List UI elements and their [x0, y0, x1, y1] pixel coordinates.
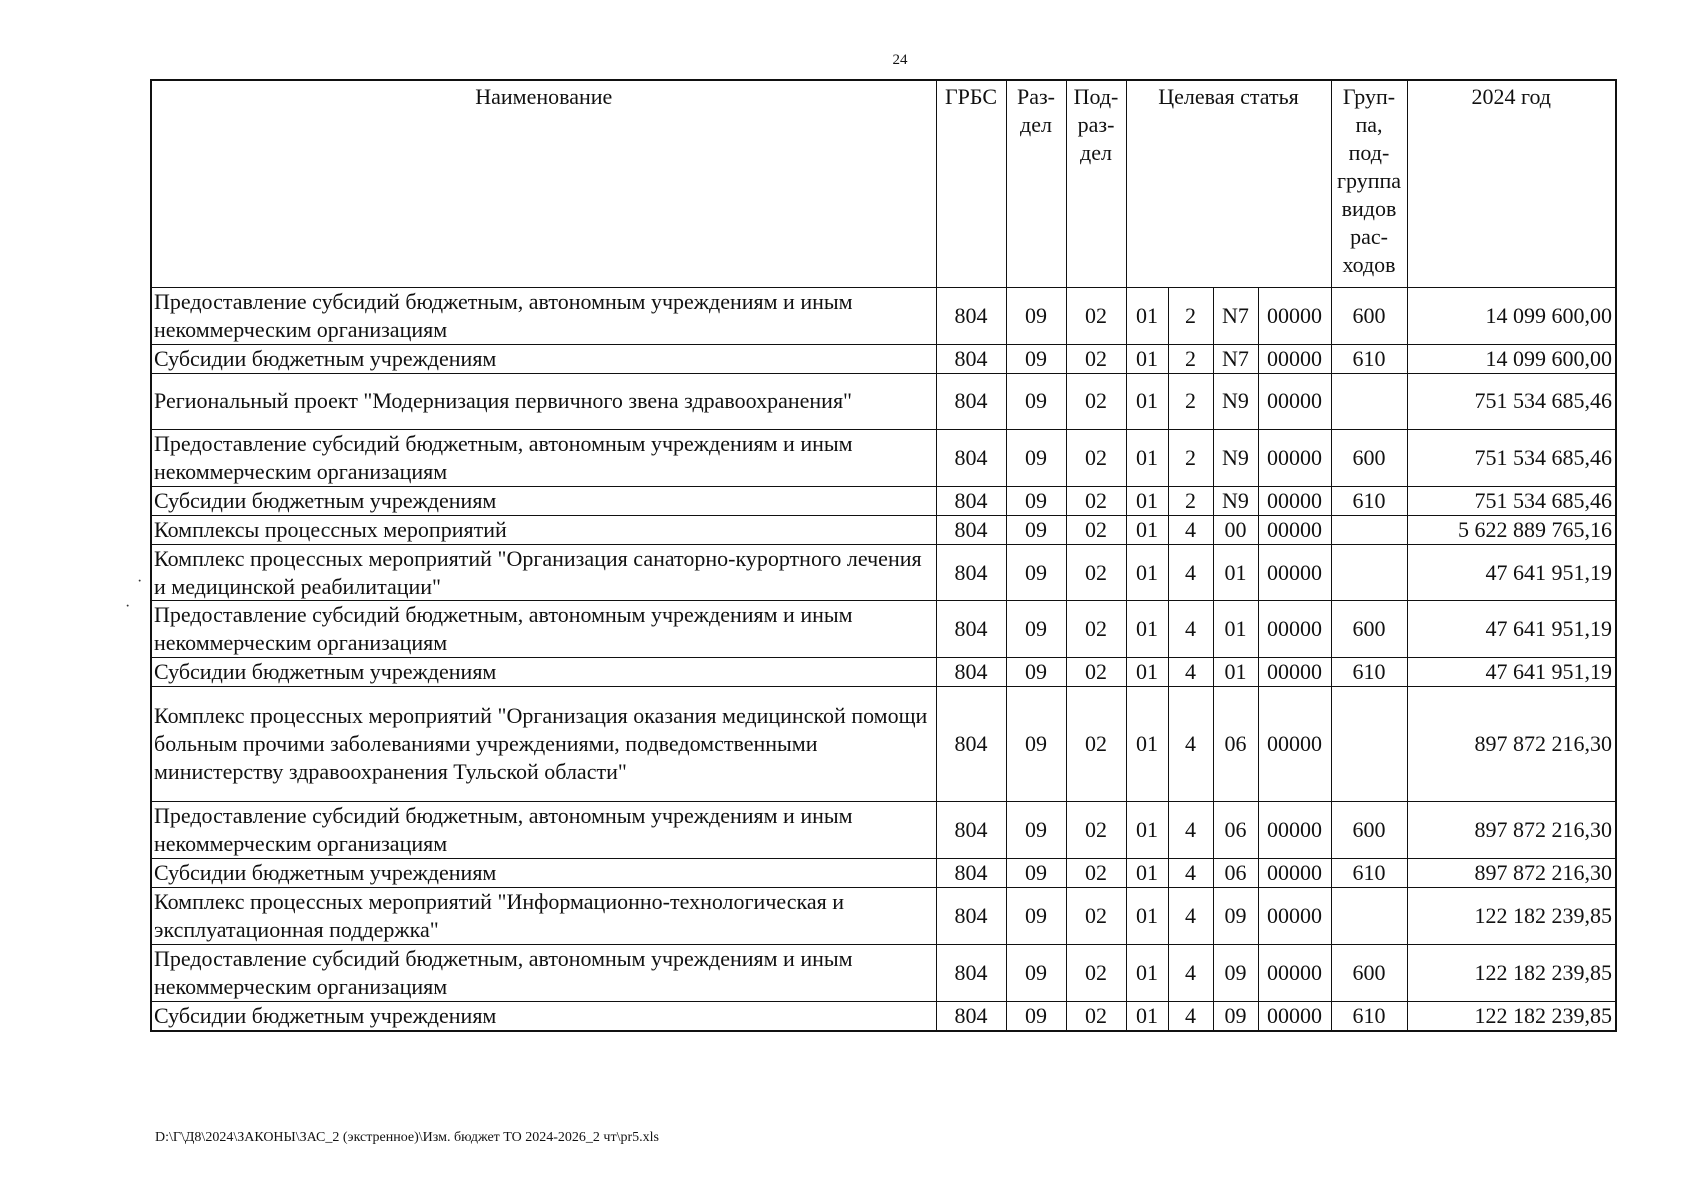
- row-amount: 751 534 685,46: [1407, 429, 1616, 486]
- row-razdel: 09: [1006, 601, 1066, 658]
- row-target-1: 01: [1126, 288, 1168, 345]
- row-expense-group: 610: [1331, 859, 1407, 888]
- row-target-2: 4: [1168, 859, 1213, 888]
- table-row: [151, 601, 1616, 658]
- row-target-3: 01: [1213, 601, 1258, 658]
- row-target-3: 09: [1213, 888, 1258, 945]
- row-name: Комплекс процессных мероприятий "Организация оказания медицинской помощи больным прочими заболеваниями учреждениями, подведомственными министерству здравоохранения Тульской области": [151, 687, 936, 802]
- row-target-4: 00000: [1258, 486, 1331, 515]
- row-target-2: 4: [1168, 944, 1213, 1001]
- row-name: Комплекс процессных мероприятий "Информационно-технологическая и эксплуатационная поддержка": [151, 888, 936, 945]
- row-target-1: 01: [1126, 344, 1168, 373]
- row-target-2: 4: [1168, 687, 1213, 802]
- row-name: Комплекс процессных мероприятий "Организация санаторно-курортного лечения и медицинской реабилитации": [151, 544, 936, 601]
- row-target-3: N9: [1213, 486, 1258, 515]
- row-target-2: 4: [1168, 658, 1213, 687]
- row-target-3: 09: [1213, 944, 1258, 1001]
- row-target-1: 01: [1126, 687, 1168, 802]
- row-target-1: 01: [1126, 486, 1168, 515]
- header-podrazdel-line: Под-: [1073, 84, 1119, 109]
- row-grbs: 804: [936, 288, 1006, 345]
- row-podrazdel: 02: [1066, 687, 1126, 802]
- row-razdel: 09: [1006, 859, 1066, 888]
- row-grbs: 804: [936, 888, 1006, 945]
- row-amount: 122 182 239,85: [1407, 944, 1616, 1001]
- row-target-3: 06: [1213, 802, 1258, 859]
- row-target-3: 09: [1213, 1001, 1258, 1030]
- row-grbs: 804: [936, 658, 1006, 687]
- row-razdel: 09: [1006, 544, 1066, 601]
- row-target-2: 4: [1168, 802, 1213, 859]
- row-grbs: 804: [936, 515, 1006, 544]
- row-target-4: 00000: [1258, 888, 1331, 945]
- budget-table: [150, 79, 1617, 1032]
- row-podrazdel: 02: [1066, 601, 1126, 658]
- row-amount: 14 099 600,00: [1407, 344, 1616, 373]
- row-podrazdel: 02: [1066, 802, 1126, 859]
- table-row: [151, 687, 1616, 802]
- row-expense-group: 600: [1331, 601, 1407, 658]
- row-target-4: 00000: [1258, 344, 1331, 373]
- table-row: [151, 486, 1616, 515]
- row-target-1: 01: [1126, 373, 1168, 429]
- row-name: Предоставление субсидий бюджетным, автономным учреждениям и иным некоммерческим организациям: [151, 429, 936, 486]
- row-expense-group: 600: [1331, 288, 1407, 345]
- table-row: [151, 859, 1616, 888]
- row-name: Субсидии бюджетным учреждениям: [151, 486, 936, 515]
- row-target-1: 01: [1126, 601, 1168, 658]
- row-target-2: 4: [1168, 544, 1213, 601]
- row-amount: 122 182 239,85: [1407, 1001, 1616, 1030]
- row-target-1: 01: [1126, 515, 1168, 544]
- row-target-3: 01: [1213, 658, 1258, 687]
- row-name: Предоставление субсидий бюджетным, автономным учреждениям и иным некоммерческим организациям: [151, 288, 936, 345]
- table-row: [151, 429, 1616, 486]
- row-target-2: 2: [1168, 429, 1213, 486]
- header-razdel-line: Раз-: [1016, 84, 1056, 109]
- footer-file-path: D:\Г\Д8\2024\ЗАКОНЫ\ЗАС_2 (экстренное)\Изм. бюджет ТО 2024-2026_2 чт\pr5.xls: [155, 1130, 659, 1145]
- row-amount: 47 641 951,19: [1407, 601, 1616, 658]
- row-target-1: 01: [1126, 944, 1168, 1001]
- header-group-line: видов: [1341, 195, 1397, 221]
- header-group: [1331, 80, 1407, 288]
- row-grbs: 804: [936, 687, 1006, 802]
- row-amount: 897 872 216,30: [1407, 802, 1616, 859]
- row-podrazdel: 02: [1066, 888, 1126, 945]
- row-grbs: 804: [936, 1001, 1006, 1030]
- row-podrazdel: 02: [1066, 429, 1126, 486]
- row-podrazdel: 02: [1066, 344, 1126, 373]
- table-row: [151, 658, 1616, 687]
- header-razdel: [1006, 80, 1066, 288]
- row-razdel: 09: [1006, 288, 1066, 345]
- page-number: 24: [892, 52, 908, 68]
- margin-mark: ·: [125, 598, 131, 615]
- row-razdel: 09: [1006, 429, 1066, 486]
- row-target-1: 01: [1126, 859, 1168, 888]
- row-expense-group: 600: [1331, 802, 1407, 859]
- row-target-4: 00000: [1258, 288, 1331, 345]
- row-razdel: 09: [1006, 344, 1066, 373]
- row-target-2: 4: [1168, 888, 1213, 945]
- row-target-4: 00000: [1258, 515, 1331, 544]
- row-amount: 751 534 685,46: [1407, 373, 1616, 429]
- row-podrazdel: 02: [1066, 944, 1126, 1001]
- table-row: [151, 888, 1616, 945]
- row-target-1: 01: [1126, 888, 1168, 945]
- row-target-4: 00000: [1258, 687, 1331, 802]
- table-row: [151, 288, 1616, 345]
- row-podrazdel: 02: [1066, 486, 1126, 515]
- row-amount: 14 099 600,00: [1407, 288, 1616, 345]
- row-amount: 5 622 889 765,16: [1407, 515, 1616, 544]
- margin-mark: ·: [137, 573, 143, 590]
- header-razdel-line: дел: [1020, 111, 1052, 137]
- row-target-2: 2: [1168, 373, 1213, 429]
- row-grbs: 804: [936, 944, 1006, 1001]
- row-name: Субсидии бюджетным учреждениям: [151, 344, 936, 373]
- row-razdel: 09: [1006, 486, 1066, 515]
- header-group-line: па,: [1355, 111, 1383, 137]
- row-target-2: 2: [1168, 486, 1213, 515]
- row-name: Региональный проект "Модернизация первичного звена здравоохранения": [151, 373, 936, 429]
- row-target-2: 4: [1168, 601, 1213, 658]
- header-group-line: под-: [1348, 139, 1390, 165]
- table-row: [151, 373, 1616, 429]
- row-name: Предоставление субсидий бюджетным, автономным учреждениям и иным некоммерческим организациям: [151, 944, 936, 1001]
- row-amount: 122 182 239,85: [1407, 888, 1616, 945]
- row-target-4: 00000: [1258, 544, 1331, 601]
- header-year: 2024 год: [1407, 80, 1616, 288]
- row-razdel: 09: [1006, 944, 1066, 1001]
- row-target-4: 00000: [1258, 658, 1331, 687]
- row-target-3: N7: [1213, 344, 1258, 373]
- header-target: Целевая статья: [1126, 80, 1331, 288]
- row-podrazdel: 02: [1066, 658, 1126, 687]
- row-expense-group: 610: [1331, 658, 1407, 687]
- row-podrazdel: 02: [1066, 544, 1126, 601]
- header-podrazdel: [1066, 80, 1126, 288]
- row-target-4: 00000: [1258, 802, 1331, 859]
- row-expense-group: [1331, 515, 1407, 544]
- row-name: Комплексы процессных мероприятий: [151, 515, 936, 544]
- row-expense-group: [1331, 687, 1407, 802]
- header-group-line: рас-: [1350, 223, 1388, 249]
- row-expense-group: 610: [1331, 344, 1407, 373]
- row-target-2: 4: [1168, 1001, 1213, 1030]
- row-podrazdel: 02: [1066, 1001, 1126, 1030]
- row-target-3: N7: [1213, 288, 1258, 345]
- row-target-3: N9: [1213, 429, 1258, 486]
- row-amount: 897 872 216,30: [1407, 687, 1616, 802]
- row-name: Предоставление субсидий бюджетным, автономным учреждениям и иным некоммерческим организациям: [151, 601, 936, 658]
- row-amount: 897 872 216,30: [1407, 859, 1616, 888]
- row-grbs: 804: [936, 344, 1006, 373]
- row-target-3: 00: [1213, 515, 1258, 544]
- header-group-line: Груп-: [1342, 84, 1396, 109]
- row-target-1: 01: [1126, 429, 1168, 486]
- row-razdel: 09: [1006, 658, 1066, 687]
- header-row: [151, 80, 1616, 288]
- row-target-1: 01: [1126, 658, 1168, 687]
- row-name: Субсидии бюджетным учреждениям: [151, 859, 936, 888]
- row-target-3: 06: [1213, 859, 1258, 888]
- header-group-line: ходов: [1342, 251, 1396, 277]
- row-grbs: 804: [936, 429, 1006, 486]
- row-expense-group: [1331, 544, 1407, 601]
- table-row: [151, 344, 1616, 373]
- row-name: Субсидии бюджетным учреждениям: [151, 658, 936, 687]
- row-podrazdel: 02: [1066, 515, 1126, 544]
- row-podrazdel: 02: [1066, 373, 1126, 429]
- row-razdel: 09: [1006, 1001, 1066, 1030]
- row-expense-group: [1331, 373, 1407, 429]
- row-target-4: 00000: [1258, 859, 1331, 888]
- row-amount: 47 641 951,19: [1407, 658, 1616, 687]
- header-podrazdel-line: раз-: [1077, 111, 1115, 137]
- row-target-4: 00000: [1258, 944, 1331, 1001]
- row-razdel: 09: [1006, 373, 1066, 429]
- row-target-1: 01: [1126, 544, 1168, 601]
- row-expense-group: [1331, 888, 1407, 945]
- row-name: Предоставление субсидий бюджетным, автономным учреждениям и иным некоммерческим организациям: [151, 802, 936, 859]
- row-target-4: 00000: [1258, 429, 1331, 486]
- table-row: [151, 802, 1616, 859]
- row-target-3: 06: [1213, 687, 1258, 802]
- row-razdel: 09: [1006, 802, 1066, 859]
- row-podrazdel: 02: [1066, 859, 1126, 888]
- header-podrazdel-line: дел: [1080, 139, 1112, 165]
- header-group-line: группа: [1336, 167, 1402, 193]
- row-name: Субсидии бюджетным учреждениям: [151, 1001, 936, 1030]
- row-target-2: 2: [1168, 288, 1213, 345]
- row-target-4: 00000: [1258, 1001, 1331, 1030]
- row-grbs: 804: [936, 802, 1006, 859]
- row-target-4: 00000: [1258, 601, 1331, 658]
- row-amount: 751 534 685,46: [1407, 486, 1616, 515]
- row-expense-group: 600: [1331, 429, 1407, 486]
- table-row: [151, 1001, 1616, 1030]
- row-target-4: 00000: [1258, 373, 1331, 429]
- row-razdel: 09: [1006, 888, 1066, 945]
- row-grbs: 804: [936, 859, 1006, 888]
- row-target-2: 4: [1168, 515, 1213, 544]
- row-razdel: 09: [1006, 687, 1066, 802]
- row-grbs: 804: [936, 373, 1006, 429]
- row-expense-group: 600: [1331, 944, 1407, 1001]
- row-expense-group: 610: [1331, 486, 1407, 515]
- row-expense-group: 610: [1331, 1001, 1407, 1030]
- table-row: [151, 944, 1616, 1001]
- row-grbs: 804: [936, 486, 1006, 515]
- header-grbs: ГРБС: [936, 80, 1006, 288]
- row-target-1: 01: [1126, 802, 1168, 859]
- table-row: [151, 515, 1616, 544]
- row-amount: 47 641 951,19: [1407, 544, 1616, 601]
- row-target-2: 2: [1168, 344, 1213, 373]
- header-name: Наименование: [151, 80, 936, 288]
- row-target-3: N9: [1213, 373, 1258, 429]
- row-razdel: 09: [1006, 515, 1066, 544]
- row-target-3: 01: [1213, 544, 1258, 601]
- row-podrazdel: 02: [1066, 288, 1126, 345]
- table-row: [151, 544, 1616, 601]
- row-target-1: 01: [1126, 1001, 1168, 1030]
- row-grbs: 804: [936, 601, 1006, 658]
- row-grbs: 804: [936, 544, 1006, 601]
